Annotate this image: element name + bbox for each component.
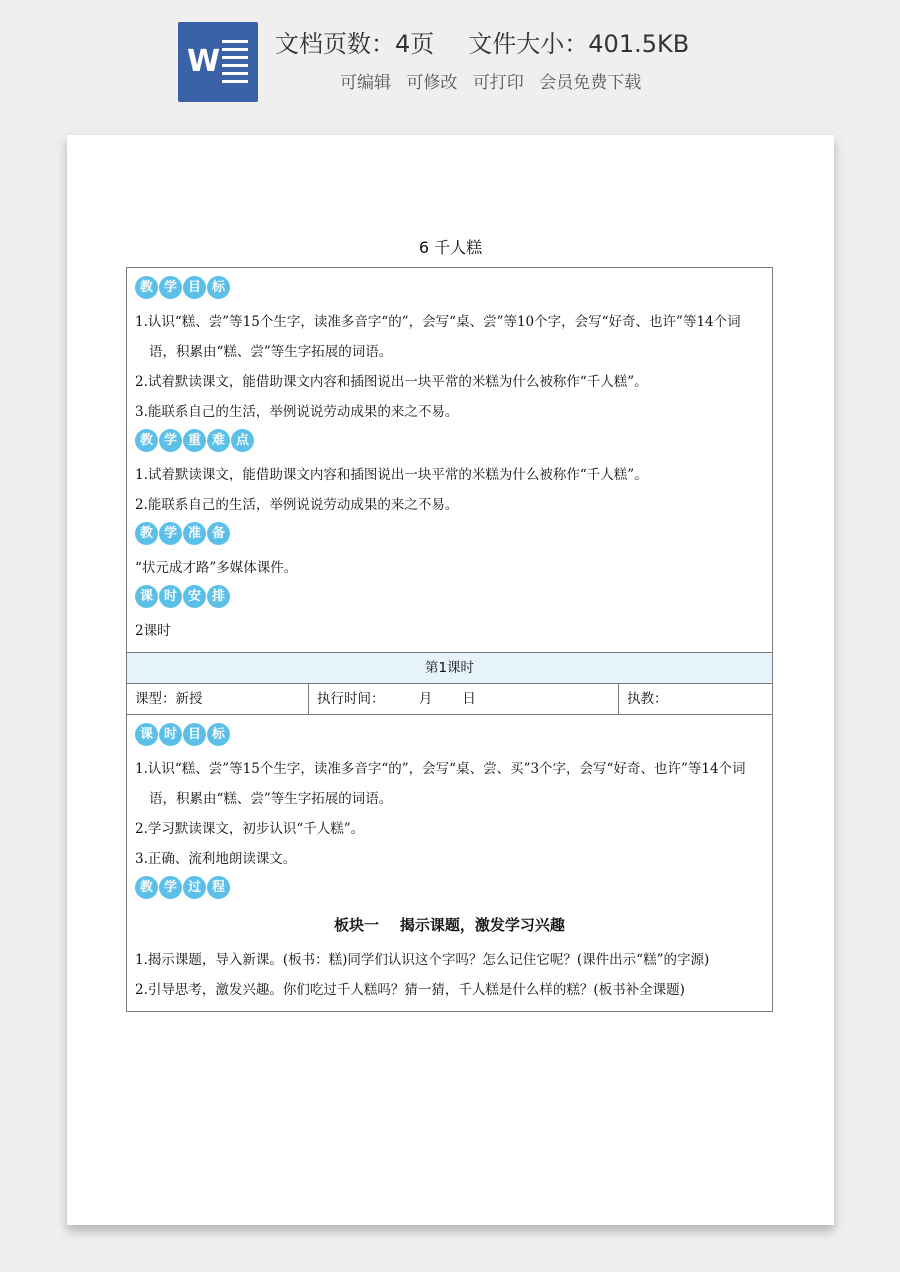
- feature-modifiable: 可修改: [406, 73, 458, 93]
- key-point-item: 1.试着默读课文，能借助课文内容和插图说出一块平常的米糕为什么被称作“千人糕”。: [135, 467, 648, 483]
- goal-item: 2.试着默读课文，能借助课文内容和插图说出一块平常的米糕为什么被称作“千人糕”。: [135, 374, 648, 390]
- badge-char: 课: [135, 585, 158, 608]
- badge-char: 时: [159, 723, 182, 746]
- badge-char: 学: [159, 276, 182, 299]
- badge-char: 目: [183, 276, 206, 299]
- goals-badge: [135, 276, 764, 301]
- badge-char: 点: [231, 429, 254, 452]
- word-logo-letter: W: [187, 44, 221, 79]
- lesson-info-row: [127, 684, 772, 715]
- goal-item: 1.认识“糕、尝”等15个生字，读准多音字“的”，会写“桌、尝”等10个字，会写“好奇、也许”等14个词语，积累由“糕、尝”等生字拓展的词语。: [135, 314, 741, 360]
- badge-char: 安: [183, 585, 206, 608]
- lesson-goal-item: 3.正确、流利地朗读课文。: [135, 851, 297, 867]
- badge-char: 教: [135, 276, 158, 299]
- process-item: 1.揭示课题，导入新课。(板书：糕)同学们认识这个字吗？怎么记住它呢？(课件出示“糕”的字源): [135, 952, 710, 968]
- key-point-item: 2.能联系自己的生活，举例说说劳动成果的来之不易。: [135, 497, 459, 513]
- lesson-hour-heading: 第1课时: [127, 652, 772, 684]
- lesson-goal-item: 2.学习默读课文，初步认识“千人糕”。: [135, 821, 365, 837]
- badge-char: 目: [183, 723, 206, 746]
- process-item: 2.引导思考，激发兴趣。你们吃过千人糕吗？猜一猜，千人糕是什么样的糕？(板书补全课题): [135, 982, 685, 998]
- badge-char: 标: [207, 276, 230, 299]
- badge-char: 标: [207, 723, 230, 746]
- badge-char: 教: [135, 429, 158, 452]
- badge-char: 程: [207, 876, 230, 899]
- goal-item: 3.能联系自己的生活，举例说说劳动成果的来之不易。: [135, 404, 459, 420]
- feature-editable: 可编辑: [340, 73, 391, 93]
- doc-features: [340, 68, 651, 93]
- prep-badge: [135, 522, 764, 547]
- badge-char: 排: [207, 585, 230, 608]
- lesson-goals-badge: [135, 723, 764, 748]
- badge-char: 课: [135, 723, 158, 746]
- doc-info: [275, 24, 723, 59]
- module-title: 板块一 揭示课题，激发学习兴趣: [334, 916, 565, 934]
- schedule-text: 2课时: [135, 623, 171, 639]
- file-size: 文件大小：401.5KB: [468, 30, 690, 58]
- badge-char: 备: [207, 522, 230, 545]
- lesson-teacher: 执教：: [627, 691, 668, 707]
- lesson-section: [127, 715, 772, 1011]
- badge-char: 学: [159, 429, 182, 452]
- badge-char: 教: [135, 522, 158, 545]
- document-title: 6 千人糕: [418, 238, 483, 257]
- badge-char: 准: [183, 522, 206, 545]
- word-document-icon: [178, 22, 258, 102]
- feature-member-download: 会员免费下载: [539, 73, 642, 93]
- badge-char: 学: [159, 522, 182, 545]
- badge-char: 过: [183, 876, 206, 899]
- process-badge: [135, 876, 764, 901]
- overview-section: [127, 268, 772, 652]
- lesson-type: 课型：新授: [127, 684, 309, 714]
- feature-printable: 可打印: [472, 73, 524, 93]
- badge-char: 教: [135, 876, 158, 899]
- badge-char: 时: [159, 585, 182, 608]
- key-points-badge: [135, 429, 764, 454]
- schedule-badge: [135, 585, 764, 610]
- lesson-plan-table: [126, 267, 773, 1012]
- lesson-goal-item: 1.认识“糕、尝”等15个生字，读准多音字“的”，会写“桌、尝、买”3个字，会写“好奇、也许”等14个词语，积累由“糕、尝”等生字拓展的词语。: [135, 761, 746, 807]
- badge-char: 重: [183, 429, 206, 452]
- badge-char: 难: [207, 429, 230, 452]
- document-page: [67, 135, 834, 1225]
- download-header: [0, 0, 900, 120]
- prep-text: “状元成才路”多媒体课件。: [135, 560, 298, 576]
- page-count: 文档页数：4页: [275, 30, 435, 58]
- lesson-time: 执行时间： 月 日: [309, 684, 619, 714]
- badge-char: 学: [159, 876, 182, 899]
